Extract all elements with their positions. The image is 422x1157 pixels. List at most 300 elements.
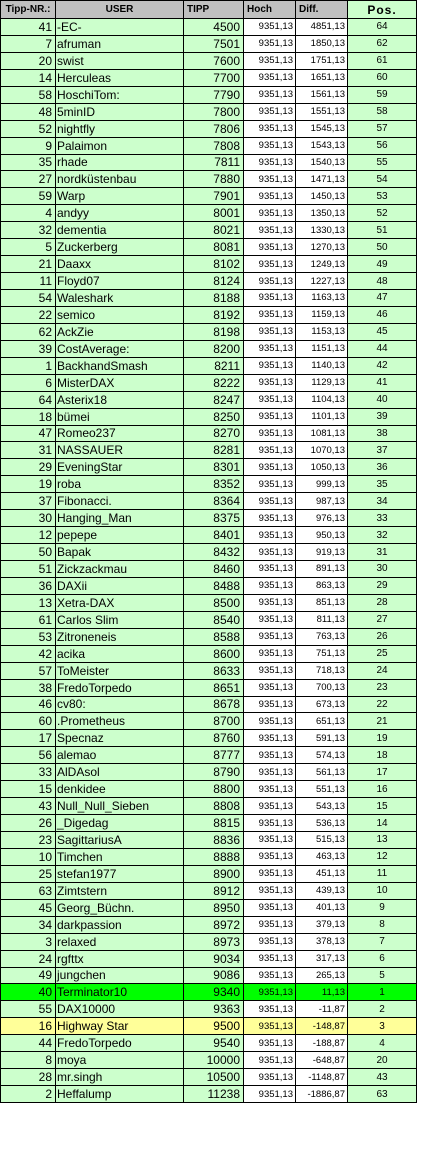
cell-hoch[interactable]: 9351,13 (244, 730, 296, 746)
cell-pos[interactable]: 59 (348, 87, 417, 103)
table-row[interactable] (0, 900, 417, 917)
cell-pos[interactable]: 14 (348, 815, 417, 831)
cell-user[interactable]: denkidee (56, 781, 184, 797)
cell-pos[interactable]: 6 (348, 951, 417, 967)
cell-diff[interactable]: 976,13 (296, 510, 348, 526)
cell-tipp[interactable]: 8200 (184, 341, 244, 357)
cell-user[interactable]: _Digedag (56, 815, 184, 831)
cell-hoch[interactable]: 9351,13 (244, 646, 296, 662)
cell-pos[interactable]: 15 (348, 798, 417, 814)
cell-tipp-nr[interactable]: 11 (0, 273, 56, 289)
cell-diff[interactable]: 863,13 (296, 578, 348, 594)
cell-user[interactable]: alemao (56, 747, 184, 763)
cell-tipp[interactable]: 8488 (184, 578, 244, 594)
table-row[interactable] (0, 663, 417, 680)
cell-tipp-nr[interactable]: 50 (0, 544, 56, 560)
cell-tipp-nr[interactable]: 5 (0, 239, 56, 255)
cell-tipp[interactable]: 8460 (184, 561, 244, 577)
table-row[interactable] (0, 917, 417, 934)
table-row[interactable] (0, 392, 417, 409)
cell-pos[interactable]: 29 (348, 578, 417, 594)
cell-tipp-nr[interactable]: 18 (0, 409, 56, 425)
cell-user[interactable]: Zitroneneis (56, 629, 184, 645)
cell-pos[interactable]: 31 (348, 544, 417, 560)
cell-tipp[interactable]: 11238 (184, 1086, 244, 1102)
cell-tipp[interactable]: 8700 (184, 713, 244, 729)
cell-user[interactable]: darkpassion (56, 917, 184, 933)
cell-pos[interactable]: 12 (348, 849, 417, 865)
cell-tipp-nr[interactable]: 6 (0, 375, 56, 391)
cell-hoch[interactable]: 9351,13 (244, 19, 296, 35)
cell-hoch[interactable]: 9351,13 (244, 866, 296, 882)
cell-diff[interactable]: 378,13 (296, 934, 348, 950)
cell-user[interactable]: Zimtstern (56, 883, 184, 899)
cell-hoch[interactable]: 9351,13 (244, 629, 296, 645)
cell-tipp-nr[interactable]: 15 (0, 781, 56, 797)
cell-pos[interactable]: 53 (348, 188, 417, 204)
cell-hoch[interactable]: 9351,13 (244, 578, 296, 594)
table-row[interactable] (0, 273, 417, 290)
cell-hoch[interactable]: 9351,13 (244, 1035, 296, 1051)
cell-hoch[interactable]: 9351,13 (244, 1052, 296, 1068)
cell-diff[interactable]: 1070,13 (296, 442, 348, 458)
table-row[interactable] (0, 87, 417, 104)
cell-tipp-nr[interactable]: 63 (0, 883, 56, 899)
cell-diff[interactable]: 574,13 (296, 747, 348, 763)
cell-hoch[interactable]: 9351,13 (244, 510, 296, 526)
cell-tipp-nr[interactable]: 4 (0, 205, 56, 221)
cell-hoch[interactable]: 9351,13 (244, 358, 296, 374)
table-row[interactable] (0, 713, 417, 730)
cell-hoch[interactable]: 9351,13 (244, 527, 296, 543)
table-row[interactable] (0, 307, 417, 324)
header-tipp[interactable]: TIPP (184, 1, 244, 18)
table-row[interactable] (0, 544, 417, 561)
cell-tipp-nr[interactable]: 16 (0, 1018, 56, 1034)
cell-user[interactable]: rgfttx (56, 951, 184, 967)
cell-pos[interactable]: 5 (348, 968, 417, 984)
cell-tipp-nr[interactable]: 19 (0, 476, 56, 492)
cell-tipp-nr[interactable]: 34 (0, 917, 56, 933)
cell-diff[interactable]: 1140,13 (296, 358, 348, 374)
cell-tipp-nr[interactable]: 14 (0, 70, 56, 86)
cell-hoch[interactable]: 9351,13 (244, 256, 296, 272)
cell-tipp-nr[interactable]: 25 (0, 866, 56, 882)
cell-pos[interactable]: 44 (348, 341, 417, 357)
cell-diff[interactable]: -1148,87 (296, 1069, 348, 1085)
table-row[interactable] (0, 866, 417, 883)
cell-user[interactable]: Carlos Slim (56, 612, 184, 628)
cell-user[interactable]: Timchen (56, 849, 184, 865)
table-row[interactable] (0, 561, 417, 578)
cell-hoch[interactable]: 9351,13 (244, 1001, 296, 1017)
cell-tipp[interactable]: 8102 (184, 256, 244, 272)
cell-hoch[interactable]: 9351,13 (244, 409, 296, 425)
cell-tipp-nr[interactable]: 21 (0, 256, 56, 272)
cell-tipp[interactable]: 8836 (184, 832, 244, 848)
cell-tipp[interactable]: 8198 (184, 324, 244, 340)
table-row[interactable] (0, 646, 417, 663)
cell-diff[interactable]: 763,13 (296, 629, 348, 645)
cell-user[interactable]: nightfly (56, 121, 184, 137)
table-row[interactable] (0, 934, 417, 951)
cell-tipp-nr[interactable]: 47 (0, 426, 56, 442)
cell-pos[interactable]: 61 (348, 53, 417, 69)
cell-diff[interactable]: 1129,13 (296, 375, 348, 391)
table-row[interactable] (0, 1001, 417, 1018)
cell-user[interactable]: 5minID (56, 104, 184, 120)
cell-user[interactable]: rhade (56, 155, 184, 171)
cell-pos[interactable]: 33 (348, 510, 417, 526)
cell-hoch[interactable]: 9351,13 (244, 273, 296, 289)
cell-diff[interactable]: 1270,13 (296, 239, 348, 255)
cell-pos[interactable]: 9 (348, 900, 417, 916)
table-row[interactable] (0, 764, 417, 781)
cell-tipp[interactable]: 7700 (184, 70, 244, 86)
cell-tipp-nr[interactable]: 1 (0, 358, 56, 374)
cell-tipp[interactable]: 8600 (184, 646, 244, 662)
cell-tipp[interactable]: 7880 (184, 171, 244, 187)
cell-tipp[interactable]: 7901 (184, 188, 244, 204)
table-row[interactable] (0, 121, 417, 138)
cell-tipp[interactable]: 8222 (184, 375, 244, 391)
cell-diff[interactable]: 1450,13 (296, 188, 348, 204)
cell-tipp[interactable]: 8808 (184, 798, 244, 814)
cell-tipp[interactable]: 8973 (184, 934, 244, 950)
cell-user[interactable]: Floyd07 (56, 273, 184, 289)
cell-tipp-nr[interactable]: 3 (0, 934, 56, 950)
cell-diff[interactable]: 1163,13 (296, 290, 348, 306)
cell-diff[interactable]: 919,13 (296, 544, 348, 560)
cell-pos[interactable]: 58 (348, 104, 417, 120)
table-row[interactable] (0, 968, 417, 985)
cell-tipp-nr[interactable]: 64 (0, 392, 56, 408)
cell-pos[interactable]: 3 (348, 1018, 417, 1034)
cell-pos[interactable]: 45 (348, 324, 417, 340)
cell-user[interactable]: swist (56, 53, 184, 69)
table-row[interactable] (0, 476, 417, 493)
table-row[interactable] (0, 612, 417, 629)
cell-tipp-nr[interactable]: 30 (0, 510, 56, 526)
cell-hoch[interactable]: 9351,13 (244, 155, 296, 171)
table-row[interactable] (0, 747, 417, 764)
cell-pos[interactable]: 49 (348, 256, 417, 272)
cell-hoch[interactable]: 9351,13 (244, 239, 296, 255)
cell-tipp[interactable]: 8001 (184, 205, 244, 221)
table-row[interactable] (0, 527, 417, 544)
cell-pos[interactable]: 57 (348, 121, 417, 137)
cell-user[interactable]: acika (56, 646, 184, 662)
table-row[interactable] (0, 442, 417, 459)
cell-diff[interactable]: 1330,13 (296, 222, 348, 238)
cell-pos[interactable]: 64 (348, 19, 417, 35)
cell-diff[interactable]: 1151,13 (296, 341, 348, 357)
table-row[interactable] (0, 459, 417, 476)
cell-tipp-nr[interactable]: 28 (0, 1069, 56, 1085)
cell-hoch[interactable]: 9351,13 (244, 680, 296, 696)
cell-diff[interactable]: 1561,13 (296, 87, 348, 103)
cell-tipp[interactable]: 9034 (184, 951, 244, 967)
table-row[interactable] (0, 951, 417, 968)
cell-user[interactable]: .Prometheus (56, 713, 184, 729)
cell-diff[interactable]: 379,13 (296, 917, 348, 933)
cell-user[interactable]: Asterix18 (56, 392, 184, 408)
cell-pos[interactable]: 46 (348, 307, 417, 323)
cell-tipp[interactable]: 8633 (184, 663, 244, 679)
cell-pos[interactable]: 52 (348, 205, 417, 221)
cell-hoch[interactable]: 9351,13 (244, 442, 296, 458)
cell-user[interactable]: Zickzackmau (56, 561, 184, 577)
cell-diff[interactable]: 1350,13 (296, 205, 348, 221)
cell-hoch[interactable]: 9351,13 (244, 713, 296, 729)
cell-user[interactable]: semico (56, 307, 184, 323)
table-row[interactable] (0, 883, 417, 900)
table-row[interactable] (0, 290, 417, 307)
cell-hoch[interactable]: 9351,13 (244, 290, 296, 306)
cell-tipp-nr[interactable]: 48 (0, 104, 56, 120)
table-row[interactable] (0, 798, 417, 815)
cell-tipp-nr[interactable]: 22 (0, 307, 56, 323)
cell-hoch[interactable]: 9351,13 (244, 747, 296, 763)
table-row[interactable] (0, 832, 417, 849)
cell-tipp[interactable]: 9500 (184, 1018, 244, 1034)
cell-user[interactable]: Zuckerberg (56, 239, 184, 255)
cell-diff[interactable]: 1545,13 (296, 121, 348, 137)
cell-user[interactable]: jungchen (56, 968, 184, 984)
cell-tipp[interactable]: 8900 (184, 866, 244, 882)
cell-pos[interactable]: 27 (348, 612, 417, 628)
cell-user[interactable]: Daaxx (56, 256, 184, 272)
cell-pos[interactable]: 43 (348, 1069, 417, 1085)
cell-pos[interactable]: 51 (348, 222, 417, 238)
cell-tipp[interactable]: 8912 (184, 883, 244, 899)
cell-tipp-nr[interactable]: 32 (0, 222, 56, 238)
cell-pos[interactable]: 17 (348, 764, 417, 780)
cell-tipp-nr[interactable]: 24 (0, 951, 56, 967)
cell-hoch[interactable]: 9351,13 (244, 984, 296, 1000)
table-row[interactable] (0, 409, 417, 426)
cell-hoch[interactable]: 9351,13 (244, 917, 296, 933)
cell-diff[interactable]: 439,13 (296, 883, 348, 899)
table-row[interactable] (0, 36, 417, 53)
cell-diff[interactable]: 1551,13 (296, 104, 348, 120)
table-row[interactable] (0, 104, 417, 121)
cell-tipp-nr[interactable]: 20 (0, 53, 56, 69)
table-row[interactable] (0, 595, 417, 612)
cell-pos[interactable]: 54 (348, 171, 417, 187)
cell-diff[interactable]: 561,13 (296, 764, 348, 780)
table-row[interactable] (0, 70, 417, 87)
cell-pos[interactable]: 55 (348, 155, 417, 171)
cell-pos[interactable]: 36 (348, 459, 417, 475)
cell-pos[interactable]: 4 (348, 1035, 417, 1051)
table-row[interactable] (0, 341, 417, 358)
cell-user[interactable]: FredoTorpedo (56, 1035, 184, 1051)
cell-hoch[interactable]: 9351,13 (244, 849, 296, 865)
cell-user[interactable]: andyy (56, 205, 184, 221)
cell-pos[interactable]: 48 (348, 273, 417, 289)
cell-tipp-nr[interactable]: 53 (0, 629, 56, 645)
cell-user[interactable]: moya (56, 1052, 184, 1068)
table-row[interactable] (0, 375, 417, 392)
cell-user[interactable]: Herculeas (56, 70, 184, 86)
cell-diff[interactable]: 1249,13 (296, 256, 348, 272)
cell-hoch[interactable]: 9351,13 (244, 764, 296, 780)
table-row[interactable] (0, 188, 417, 205)
cell-tipp-nr[interactable]: 46 (0, 697, 56, 713)
cell-pos[interactable]: 50 (348, 239, 417, 255)
table-row[interactable] (0, 256, 417, 273)
cell-diff[interactable]: 551,13 (296, 781, 348, 797)
cell-user[interactable]: roba (56, 476, 184, 492)
cell-pos[interactable]: 26 (348, 629, 417, 645)
cell-user[interactable]: FredoTorpedo (56, 680, 184, 696)
cell-hoch[interactable]: 9351,13 (244, 188, 296, 204)
cell-hoch[interactable]: 9351,13 (244, 138, 296, 154)
table-row[interactable] (0, 730, 417, 747)
cell-diff[interactable]: 317,13 (296, 951, 348, 967)
table-row[interactable] (0, 53, 417, 70)
table-row[interactable] (0, 358, 417, 375)
table-row[interactable] (0, 697, 417, 714)
cell-diff[interactable]: 1153,13 (296, 324, 348, 340)
cell-diff[interactable]: 950,13 (296, 527, 348, 543)
cell-hoch[interactable]: 9351,13 (244, 104, 296, 120)
cell-hoch[interactable]: 9351,13 (244, 205, 296, 221)
cell-hoch[interactable]: 9351,13 (244, 121, 296, 137)
cell-user[interactable]: Bapak (56, 544, 184, 560)
cell-pos[interactable]: 63 (348, 1086, 417, 1102)
cell-diff[interactable]: 1227,13 (296, 273, 348, 289)
cell-diff[interactable]: 591,13 (296, 730, 348, 746)
cell-hoch[interactable]: 9351,13 (244, 781, 296, 797)
cell-diff[interactable]: 673,13 (296, 697, 348, 713)
cell-pos[interactable]: 24 (348, 663, 417, 679)
cell-tipp-nr[interactable]: 31 (0, 442, 56, 458)
cell-user[interactable]: Romeo237 (56, 426, 184, 442)
cell-tipp-nr[interactable]: 59 (0, 188, 56, 204)
cell-diff[interactable]: 1101,13 (296, 409, 348, 425)
table-row[interactable] (0, 171, 417, 188)
cell-tipp-nr[interactable]: 35 (0, 155, 56, 171)
table-row[interactable] (0, 1035, 417, 1052)
cell-tipp[interactable]: 8540 (184, 612, 244, 628)
cell-tipp[interactable]: 8651 (184, 680, 244, 696)
header-hoch[interactable]: Hoch (244, 1, 296, 18)
cell-pos[interactable]: 35 (348, 476, 417, 492)
cell-diff[interactable]: -148,87 (296, 1018, 348, 1034)
cell-pos[interactable]: 34 (348, 493, 417, 509)
cell-diff[interactable]: 987,13 (296, 493, 348, 509)
cell-tipp[interactable]: 4500 (184, 19, 244, 35)
table-row[interactable] (0, 426, 417, 443)
table-row[interactable] (0, 239, 417, 256)
cell-tipp-nr[interactable]: 38 (0, 680, 56, 696)
cell-user[interactable]: -EC- (56, 19, 184, 35)
cell-diff[interactable]: 1159,13 (296, 307, 348, 323)
cell-tipp[interactable]: 8760 (184, 730, 244, 746)
cell-tipp-nr[interactable]: 39 (0, 341, 56, 357)
cell-pos[interactable]: 38 (348, 426, 417, 442)
cell-diff[interactable]: 700,13 (296, 680, 348, 696)
cell-tipp-nr[interactable]: 43 (0, 798, 56, 814)
cell-diff[interactable]: 463,13 (296, 849, 348, 865)
cell-hoch[interactable]: 9351,13 (244, 832, 296, 848)
table-row[interactable] (0, 1086, 417, 1103)
cell-tipp-nr[interactable]: 57 (0, 663, 56, 679)
cell-hoch[interactable]: 9351,13 (244, 459, 296, 475)
header-tipp-nr[interactable]: Tipp-NR.: (0, 1, 56, 18)
cell-user[interactable]: DAX10000 (56, 1001, 184, 1017)
cell-tipp-nr[interactable]: 36 (0, 578, 56, 594)
header-diff[interactable]: Diff. (296, 1, 348, 18)
cell-pos[interactable]: 2 (348, 1001, 417, 1017)
table-row[interactable] (0, 138, 417, 155)
cell-hoch[interactable]: 9351,13 (244, 341, 296, 357)
cell-pos[interactable]: 11 (348, 866, 417, 882)
cell-diff[interactable]: 1050,13 (296, 459, 348, 475)
cell-tipp[interactable]: 7501 (184, 36, 244, 52)
cell-diff[interactable]: -1886,87 (296, 1086, 348, 1102)
cell-tipp-nr[interactable]: 23 (0, 832, 56, 848)
cell-tipp[interactable]: 8021 (184, 222, 244, 238)
cell-diff[interactable]: 536,13 (296, 815, 348, 831)
cell-hoch[interactable]: 9351,13 (244, 934, 296, 950)
cell-user[interactable]: EveningStar (56, 459, 184, 475)
cell-tipp[interactable]: 8364 (184, 493, 244, 509)
cell-hoch[interactable]: 9351,13 (244, 561, 296, 577)
cell-user[interactable]: Xetra-DAX (56, 595, 184, 611)
cell-tipp[interactable]: 7600 (184, 53, 244, 69)
table-row[interactable] (0, 205, 417, 222)
cell-tipp-nr[interactable]: 33 (0, 764, 56, 780)
cell-pos[interactable]: 47 (348, 290, 417, 306)
cell-hoch[interactable]: 9351,13 (244, 36, 296, 52)
cell-hoch[interactable]: 9351,13 (244, 697, 296, 713)
cell-tipp-nr[interactable]: 61 (0, 612, 56, 628)
cell-user[interactable]: relaxed (56, 934, 184, 950)
cell-tipp-nr[interactable]: 54 (0, 290, 56, 306)
cell-diff[interactable]: 265,13 (296, 968, 348, 984)
cell-hoch[interactable]: 9351,13 (244, 171, 296, 187)
cell-pos[interactable]: 32 (348, 527, 417, 543)
cell-hoch[interactable]: 9351,13 (244, 612, 296, 628)
table-row[interactable] (0, 510, 417, 527)
table-row[interactable] (0, 629, 417, 646)
cell-diff[interactable]: 751,13 (296, 646, 348, 662)
cell-tipp-nr[interactable]: 9 (0, 138, 56, 154)
cell-pos[interactable]: 10 (348, 883, 417, 899)
cell-user[interactable]: Terminator10 (56, 984, 184, 1000)
cell-tipp[interactable]: 8247 (184, 392, 244, 408)
cell-tipp[interactable]: 8432 (184, 544, 244, 560)
cell-hoch[interactable]: 9351,13 (244, 900, 296, 916)
cell-user[interactable]: Specnaz (56, 730, 184, 746)
cell-hoch[interactable]: 9351,13 (244, 392, 296, 408)
cell-hoch[interactable]: 9351,13 (244, 798, 296, 814)
cell-hoch[interactable]: 9351,13 (244, 1069, 296, 1085)
cell-diff[interactable]: 1104,13 (296, 392, 348, 408)
cell-tipp-nr[interactable]: 44 (0, 1035, 56, 1051)
cell-tipp[interactable]: 8301 (184, 459, 244, 475)
cell-tipp-nr[interactable]: 41 (0, 19, 56, 35)
cell-tipp-nr[interactable]: 37 (0, 493, 56, 509)
cell-tipp[interactable]: 7806 (184, 121, 244, 137)
cell-tipp[interactable]: 9540 (184, 1035, 244, 1051)
cell-pos[interactable]: 28 (348, 595, 417, 611)
cell-tipp[interactable]: 9086 (184, 968, 244, 984)
cell-pos[interactable]: 16 (348, 781, 417, 797)
